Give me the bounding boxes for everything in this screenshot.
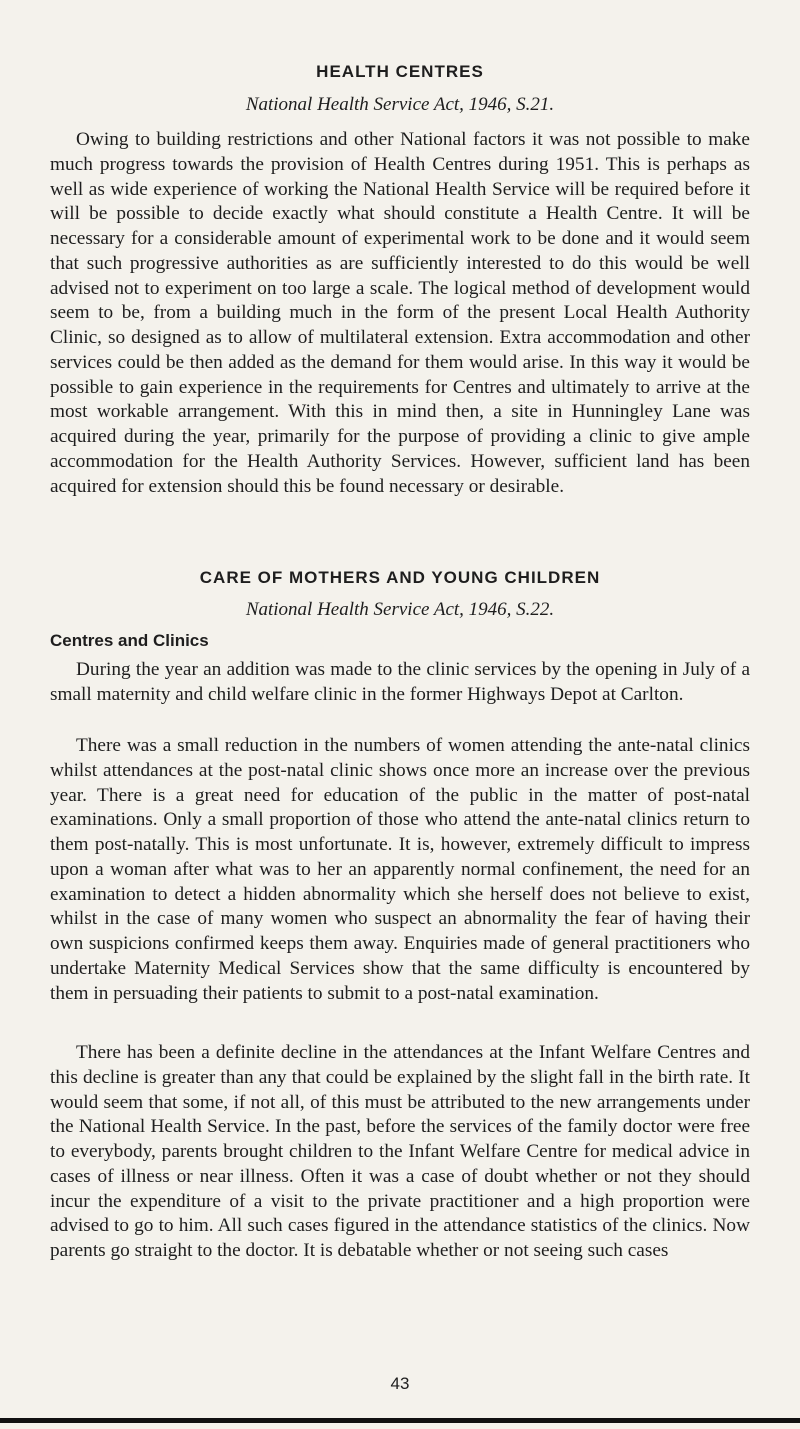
post-natal-paragraph: There was a small reduction in the numbers of women attending the ante-natal clinics whilst attendances at the post-natal clinic shows once more an increase over the previous year. There is a great need for education of the public in the matter of post-natal examinations. Only a small proportion of those who attend the ante-natal clinics return to them post-natally. This is most unfortunate. It is, however, extremely difficult to impress upon a woman after what was to her an apparently normal confinement, the need for an examination to detect a hidden abnormality which she herself does not believe to exist, whilst in the case of many women who suspect an abnormality the fear of having their own suspicions confirmed keeps them away. Enquiries made of general practitioners who undertake Maternity Medical Services show that the same difficulty is encountered by them in persuading their patients to submit to a post-natal examination. xyxy=(50,735,750,1004)
care-of-mothers-act-reference: National Health Service Act, 1946, S.22. xyxy=(245,599,555,620)
care-of-mothers-heading: CARE OF MOTHERS AND YOUNG CHILDREN xyxy=(199,568,601,587)
health-centres-paragraph: Owing to building restrictions and other National factors it was not possible to make much progress towards the provision of Health Centres during 1951. This is perhaps as well as wide experience of working the National Health Service will be required before it will be possible to decide exactly what should constitute a Health Centre. It will be necessary for a considerable amount of experimental work to be done and it would seem that such progressive authorities as are sufficiently interested to do this would be well advised not to experiment on too large a scale. The logical method of development would seem to be, from a building much in the form of the present Local Health Authority Clinic, so designed as to allow of multilateral extension. Extra accommodation and other services could be then added as the demand for them would arise. In this way it would be possible to gain experience in the requirements for Centres and ultimately to arrive at the most workable arrangement. With this in mind then, a site in Hunningley Lane was acquired during the year, primarily for the purpose of providing a clinic to give ample accommodation for the Health Authority Services. However, sufficient land has been acquired for extension should this be found necessary or desirable. xyxy=(50,129,750,497)
page-number: 43 xyxy=(390,1374,410,1393)
bottom-rule xyxy=(0,1418,800,1423)
health-centres-heading: HEALTH CENTRES xyxy=(316,62,484,81)
health-centres-act-reference: National Health Service Act, 1946, S.21. xyxy=(245,94,555,115)
infant-welfare-paragraph: There has been a definite decline in the attendances at the Infant Welfare Centres and this decline is greater than any that could be explained by the slight fall in the birth rate. It would seem that some, if not all, of this must be attributed to the new arrangements under the National Health Service. In the past, before the services of the family doctor were free to everybody, parents brought children to the Infant Welfare Centre for medical advice in cases of illness or near illness. Often it was a case of doubt whether or not they should incur the expenditure of a visit to the private practitioner and a high proportion were advised to go to him. All such cases figured in the attendance statistics of the clinics. Now parents go straight to the doctor. It is debatable whether or not seeing such cases xyxy=(50,1042,750,1261)
clinic-addition-paragraph: During the year an addition was made to the clinic services by the opening in July of a small maternity and child welfare clinic in the former Highways Depot at Carlton. xyxy=(50,659,750,705)
centres-and-clinics-subheading: Centres and Clinics xyxy=(50,631,209,650)
